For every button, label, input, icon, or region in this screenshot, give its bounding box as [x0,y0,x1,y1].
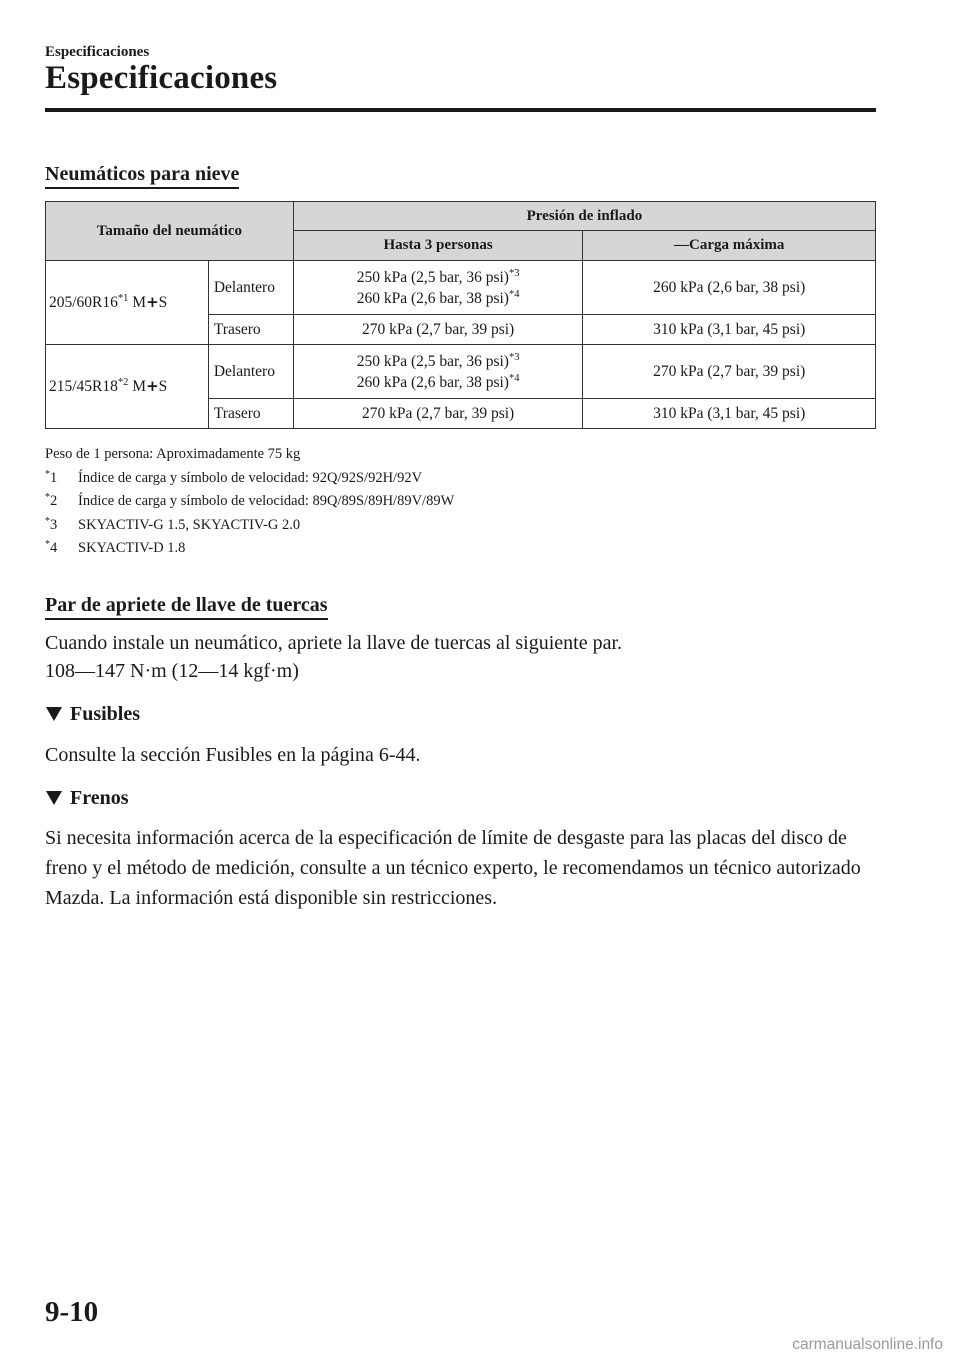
header-max-load: —Carga máxima [583,231,876,261]
plus-icon: + [146,293,159,311]
subheading-fuses-label: Fusibles [70,703,141,725]
ms-label-m: M [132,294,147,311]
footnote-number: 1 [50,469,58,486]
ms-label-m: M [132,378,147,395]
ms-label-s: S [158,378,168,395]
footnote-text: SKYACTIV-G 1.5, SKYACTIV-G 2.0 [78,516,301,533]
brakes-text: Si necesita información acerca de la especificación de límite de desgaste para las placas del disco de freno y el método de medición, consulte a un técnico experto, le recomendamos un técnico autorizado Mazda. La información está disponible sin restricciones. [45,827,861,909]
header-tire-size: Tamaño del neumático [46,202,294,261]
pressure-rear-up-to-3: 270 kPa (2,7 bar, 39 psi) [293,399,583,429]
subheading-fuses [45,700,140,728]
pressure-front-max: 260 kPa (2,6 bar, 38 psi) [583,261,876,315]
footnote-ref: *1 [117,293,129,304]
pressure-rear-max: 310 kPa (3,1 bar, 45 psi) [583,315,876,345]
header-inflation-pressure: Presión de inflado [293,202,875,231]
position-rear: Trasero [208,399,293,429]
footnote-asterisk: * [45,492,50,503]
pressure-value: 250 kPa (2,5 bar, 36 psi) [356,352,509,370]
footnote-text: SKYACTIV-D 1.8 [78,540,186,556]
footnote-ref: *3 [508,351,520,363]
pressure-value: 260 kPa (2,6 bar, 38 psi) [356,289,509,307]
footnote-ref: *2 [117,377,129,388]
table-notes [45,443,454,561]
triangle-down-icon [46,707,62,721]
footnote-text: Índice de carga y símbolo de velocidad: 89Q/89S/89H/89V/89W [78,493,455,509]
footnote [45,514,454,538]
footnote [45,490,454,514]
header-up-to-3: Hasta 3 personas [293,231,583,261]
pressure-front-max: 270 kPa (2,7 bar, 39 psi) [583,345,876,399]
footnote-number: 2 [50,493,58,509]
position-rear: Trasero [208,315,293,345]
footnote-number: 4 [50,540,58,556]
table-row [46,345,876,399]
ms-label-s: S [158,294,168,311]
tire-size-cell [46,261,209,345]
footnote-ref: *4 [508,372,520,384]
footnote-text: Índice de carga y símbolo de velocidad: 92Q/92S/92H/92V [78,469,423,486]
position-front: Delantero [208,261,293,315]
footnote-ref: *4 [508,288,520,300]
footnote-ref: *3 [508,267,520,279]
footnote-number: 3 [50,516,58,533]
page-title: Especificaciones [45,60,278,96]
pressure-rear-up-to-3: 270 kPa (2,7 bar, 39 psi) [293,315,583,345]
footnote-asterisk: * [45,468,50,480]
watermark: carmanualsonline.info [792,1336,943,1353]
breadcrumb: Especificaciones [45,44,150,60]
torque-instruction: Cuando instale un neumático, apriete la llave de tuercas al siguiente par. [45,632,623,654]
footnote [45,537,454,561]
footnote [45,467,454,491]
triangle-down-icon [46,791,62,805]
table-row [46,261,876,315]
position-front: Delantero [208,345,293,399]
pressure-rear-max: 310 kPa (3,1 bar, 45 psi) [583,399,876,429]
section-heading-snow-tires: Neumáticos para nieve [45,162,239,189]
fuses-text: Consulte la sección Fusibles en la página 6-44. [45,744,421,766]
footnote-asterisk: * [45,515,50,527]
subheading-brakes-label: Frenos [70,787,129,809]
pressure-value: 250 kPa (2,5 bar, 36 psi) [356,268,509,286]
pressure-value: 260 kPa (2,6 bar, 38 psi) [356,373,509,391]
plus-icon: + [146,377,159,395]
weight-note: Peso de 1 persona: Aproximadamente 75 kg [45,446,301,462]
tire-size: 205/60R16 [49,294,118,311]
page-number: 9-10 [45,1296,99,1328]
tire-pressure-table [45,201,876,429]
footnote-asterisk: * [45,539,50,550]
pressure-front-up-to-3 [293,345,583,399]
title-rule [45,108,876,112]
tire-size-cell [46,345,209,429]
section-heading-torque: Par de apriete de llave de tuercas [45,593,328,620]
pressure-front-up-to-3 [293,261,583,315]
tire-size: 215/45R18 [49,378,118,395]
torque-value: 108―147 N·m (12―14 kgf·m) [45,660,299,682]
subheading-brakes [45,784,129,812]
